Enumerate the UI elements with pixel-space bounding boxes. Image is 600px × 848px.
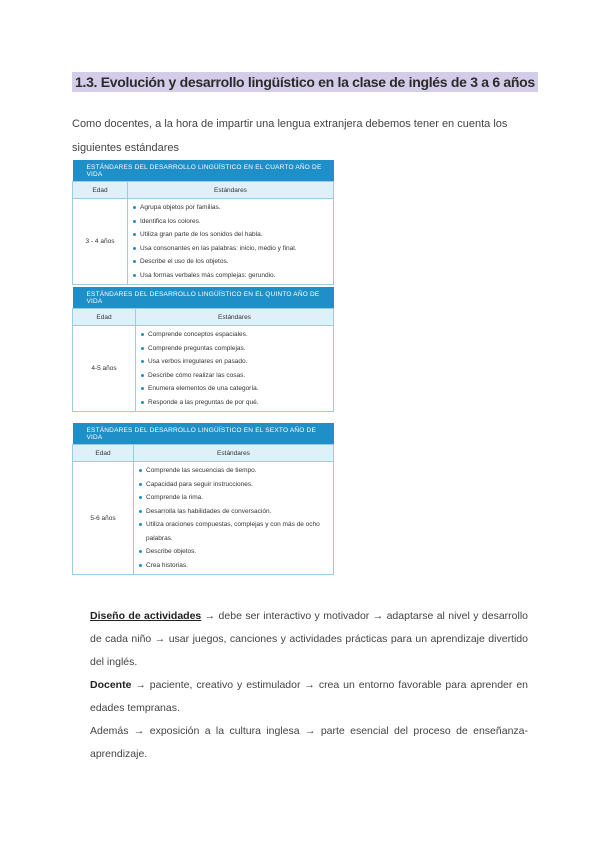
table-heading: ESTÁNDARES DEL DESARROLLO LINGÜÍSTICO EN EL CUARTO AÑO DE VIDA (73, 160, 334, 182)
standards-column-header: Estándares (134, 445, 334, 462)
section-title: 1.3. Evolución y desarrollo lingüístico en la clase de inglés de 3 a 6 años (72, 72, 538, 92)
list-item: Comprende preguntas complejas. (148, 342, 329, 356)
age-range: 4-5 años (73, 326, 136, 412)
list-item: Usa consonantes en las palabras: inicio, medio y final. (140, 242, 329, 256)
list-item: Usa formas verbales más complejas: gerundio. (140, 269, 329, 283)
list-item: Usa verbos irregulares en pasado. (148, 355, 329, 369)
standards-list (132, 201, 329, 282)
list-item: Crea historias. (146, 559, 329, 573)
culture-note: Además → exposición a la cultura inglesa → parte esencial del proceso de enseñanza-aprendizaje. (90, 725, 528, 760)
age-column-header: Edad (73, 182, 128, 199)
teacher-label: Docente (90, 679, 132, 691)
activity-design-text: → debe ser interactivo y motivador → adaptarse al nivel y desarrollo de cada niño → usar juegos, canciones y actividades prácticas para un aprendizaje divertido del inglés. (90, 610, 529, 668)
standards-table-6th-year (72, 423, 334, 575)
list-item: Comprende la rima. (146, 491, 329, 505)
list-item: Identifica los colores. (140, 215, 329, 229)
teacher-note (90, 674, 528, 720)
standards-list-cell (128, 199, 334, 285)
intro-paragraph: Como docentes, a la hora de impartir una lengua extranjera debemos tener en cuenta los siguientes estándares (72, 118, 508, 154)
activity-design-label: Diseño de actividades (90, 610, 202, 622)
list-item: Utiliza gran parte de los sonidos del habla. (140, 228, 329, 242)
list-item: Enumera elementos de una categoría. (148, 382, 329, 396)
list-item: Describe cómo realizar las cosas. (148, 369, 329, 383)
age-column-header: Edad (73, 309, 136, 326)
standards-list-cell (134, 462, 334, 575)
age-range: 3 - 4 años (73, 199, 128, 285)
list-item: Responde a las preguntas de por qué. (148, 396, 329, 410)
list-item: Utiliza oraciones compuestas, complejas y con más de ocho palabras. (146, 518, 329, 545)
standards-list (140, 328, 329, 409)
standards-column-header: Estándares (128, 182, 334, 199)
teacher-text: → paciente, creativo y estimulador → crea un entorno favorable para aprender en edades tempranas. (90, 679, 528, 714)
notes-section (90, 605, 528, 766)
table-heading: ESTÁNDARES DEL DESARROLLO LINGÜÍSTICO EN EL SEXTO AÑO DE VIDA (73, 423, 334, 445)
standards-list-cell (136, 326, 334, 412)
standards-table-4th-year (72, 160, 334, 285)
list-item: Comprende las secuencias de tiempo. (146, 464, 329, 478)
age-column-header: Edad (73, 445, 134, 462)
list-item: Desarrolla las habilidades de conversación. (146, 505, 329, 519)
standards-column-header: Estándares (136, 309, 334, 326)
list-item: Comprende conceptos espaciales. (148, 328, 329, 342)
activity-design-note (90, 605, 528, 674)
standards-list (138, 464, 329, 572)
standards-table-5th-year (72, 287, 334, 412)
table-heading: ESTÁNDARES DEL DESARROLLO LINGÜÍSTICO EN EL QUINTO AÑO DE VIDA (73, 287, 334, 309)
age-range: 5-6 años (73, 462, 134, 575)
list-item: Capacidad para seguir instrucciones. (146, 478, 329, 492)
list-item: Agrupa objetos por familias. (140, 201, 329, 215)
list-item: Describe objetos. (146, 545, 329, 559)
list-item: Describe el uso de los objetos. (140, 255, 329, 269)
